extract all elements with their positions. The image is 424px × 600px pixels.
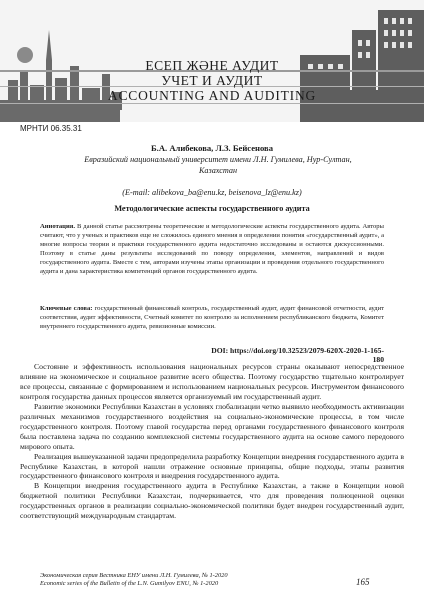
body-paragraph: Состояние и эффективность использования национальных ресурсов страны оказывают непосредственное влияние на экономическое и социальное развитие всего общества. Поэтому государство тщательно контролирует все процессы, связанные с формированием и использованием национальных ресурсов. Инструментом финансового контроля государства данных процессов является организуемый им государственный аудит. xyxy=(20,362,404,401)
page-footer xyxy=(40,572,384,588)
author-affiliation: Евразийский национальный университет имени Л.Н. Гумилева, Нур-Султан, Казахстан xyxy=(84,155,352,175)
footer-journal-ru: Экономическая серия Вестника ЕНУ имени Л.Н. Гумилева, № 1-2020 xyxy=(40,572,228,579)
body-paragraph: Развитие экономики Республики Казахстан в условиях глобализации четко выявило необходимость активизации различных механизмов государственного воздействия на социально-экономические процессы, в том числе государственного контроля. Поэтому главой государства перед органами государственного финансового контроля была поставлена задача по созданию комплексной системы государственного аудита на основе самого передового мирового опыта. xyxy=(20,401,404,451)
abstract xyxy=(40,223,384,276)
keywords-label: Ключевые слова: xyxy=(40,305,93,312)
page-number: 165 xyxy=(356,577,370,587)
article-body xyxy=(20,362,404,521)
abstract-label: Аннотация. xyxy=(40,223,76,230)
footer-journal-en: Economic series of the Bulletin of the L.N. Gumilyov ENU, № 1-2020 xyxy=(40,580,219,588)
journal-title-en: ACCOUNTING AND AUDITING xyxy=(107,88,317,103)
article-authors: Б.А. Алибекова, Л.З. Бейсенова xyxy=(150,143,273,153)
journal-header xyxy=(0,0,424,122)
keywords xyxy=(40,305,384,332)
body-paragraph: Реализация вышеуказанной задачи предопределила разработку Концепции внедрения государственного аудита в Республике Казахстан, в которой нашли отражение основные принципы, общие подходы, этапы развития государственного финансового контроля и внедрения государственного аудита. xyxy=(20,451,404,481)
mrnti-code: МРНТИ 06.35.31 xyxy=(20,124,82,133)
keywords-text: государственный финансовый контроль, государственный аудит, аудит финансовой отчетности, аудит соответствия, аудит эффективности, Счетный комитет по контролю за исполнением республиканского бюджета, Комитет внутреннего государственного аудита, ревизионные комиссии. xyxy=(40,305,384,330)
author-email[interactable]: (E-mail: alibekova_ba@enu.kz, beisenova_lz@enu.kz) xyxy=(122,188,302,197)
article-title: Методологические аспекты государственного аудита xyxy=(114,204,310,213)
body-paragraph: В Концепции внедрения государственного аудита в Республике Казахстан, а также в Концепции новой бюджетной политики Республики Казахстан, подчеркивается, что для проведения полноценной оценки государственных органов в реализации социально-экономической политики будет внедрен государственный аудит, соответствующий международным стандартам. xyxy=(20,481,404,521)
journal-title-kz: ЕСЕП ЖӘНЕ АУДИТ xyxy=(145,58,279,73)
abstract-text: В данной статье рассмотрены теоретические и методологические аспекты государственного аудита. Авторы считают, что у ученых и практиков еще не сложилось единого мнения в определении понятия «государственный аудит», а многие вопросы теории и практики государственного аудита недостаточно исследованы и остаются дискуссионными. Поэтому в статье даны результаты исследований по поводу определения, элементов, направлений и видов государственного аудита. Вместе с тем, авторами изучены этапы организации и проведения отдельного государственного аудита и дана характеристика компетенций органов государственного аудита. xyxy=(40,223,384,275)
doi-link[interactable]: DOI: https://doi.org/10.32523/2079-620X-2020-1-165-180 xyxy=(211,346,384,364)
journal-title-ru: УЧЕТ И АУДИТ xyxy=(161,73,263,88)
